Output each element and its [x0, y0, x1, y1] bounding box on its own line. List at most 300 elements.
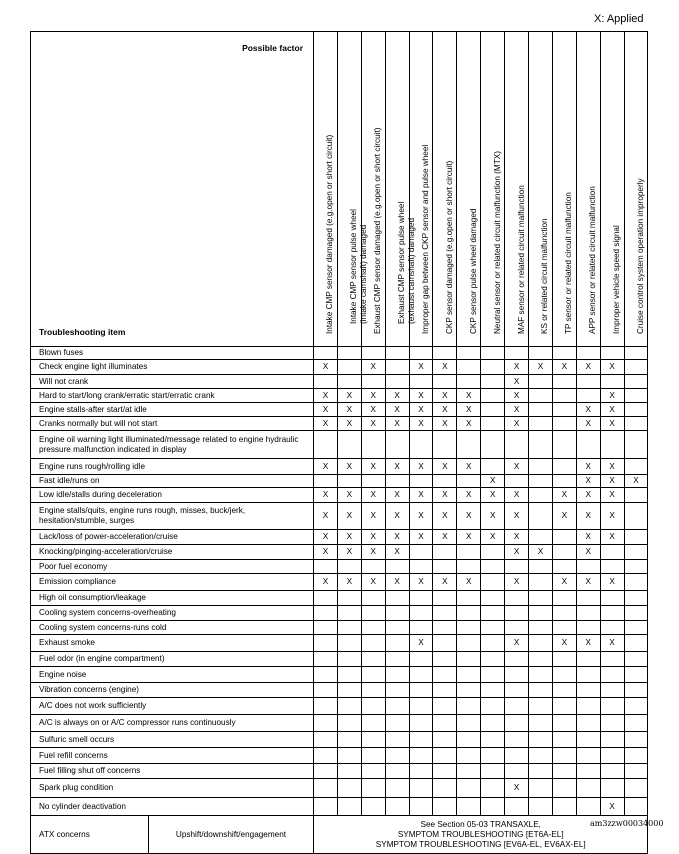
mark-cell: [361, 715, 385, 732]
symptom-label: Engine oil warning light illuminated/message related to engine hydraulic pressure malfunction indicated in display: [31, 431, 314, 459]
mark-cell: [409, 347, 433, 360]
mark-cell: X: [552, 574, 576, 591]
factor-header-cell: [409, 32, 433, 347]
mark-cell: [552, 748, 576, 764]
mark-cell: [600, 652, 624, 667]
mark-cell: [433, 545, 457, 560]
symptom-row: [31, 459, 648, 475]
mark-cell: X: [600, 459, 624, 475]
mark-cell: [361, 732, 385, 748]
symptom-label: Cooling system concerns-overheating: [31, 606, 314, 621]
mark-cell: X: [314, 360, 338, 375]
mark-cell: [457, 667, 481, 683]
factor-header-cell: [624, 32, 648, 347]
mark-cell: [552, 683, 576, 698]
mark-cell: [481, 715, 505, 732]
mark-cell: X: [409, 635, 433, 652]
mark-cell: [552, 732, 576, 748]
mark-cell: X: [409, 503, 433, 530]
factor-header-cell: [576, 32, 600, 347]
mark-cell: X: [385, 574, 409, 591]
mark-cell: X: [576, 403, 600, 417]
symptom-row: [31, 748, 648, 764]
mark-cell: [529, 683, 553, 698]
mark-cell: X: [576, 488, 600, 503]
mark-cell: [385, 715, 409, 732]
mark-cell: [624, 347, 648, 360]
mark-cell: X: [505, 503, 529, 530]
mark-cell: [361, 764, 385, 779]
mark-cell: [552, 715, 576, 732]
mark-cell: [314, 748, 338, 764]
mark-cell: [433, 560, 457, 574]
mark-cell: [552, 764, 576, 779]
factor-label: Intake CMP sensor pulse wheel (intake camshaft) damaged: [349, 209, 368, 324]
mark-cell: [552, 347, 576, 360]
mark-cell: [624, 635, 648, 652]
mark-cell: [337, 431, 361, 459]
symptom-label: Engine noise: [31, 667, 314, 683]
mark-cell: [409, 545, 433, 560]
mark-cell: [361, 779, 385, 798]
mark-cell: [576, 779, 600, 798]
mark-cell: [552, 698, 576, 715]
mark-cell: [624, 748, 648, 764]
mark-cell: [314, 560, 338, 574]
factor-label: Exhaust CMP sensor damaged (e.g.open or short circuit): [373, 127, 383, 334]
mark-cell: [457, 545, 481, 560]
mark-cell: [552, 779, 576, 798]
mark-cell: [624, 698, 648, 715]
mark-cell: [385, 360, 409, 375]
mark-cell: X: [409, 360, 433, 375]
mark-cell: [337, 591, 361, 606]
mark-cell: X: [409, 488, 433, 503]
mark-cell: X: [433, 488, 457, 503]
mark-cell: X: [433, 503, 457, 530]
mark-cell: X: [314, 389, 338, 403]
mark-cell: [481, 591, 505, 606]
mark-cell: X: [457, 459, 481, 475]
mark-cell: X: [457, 488, 481, 503]
mark-cell: [385, 764, 409, 779]
symptom-label: Engine runs rough/rolling idle: [31, 459, 314, 475]
mark-cell: [457, 779, 481, 798]
mark-cell: [576, 683, 600, 698]
mark-cell: [385, 621, 409, 635]
mark-cell: [505, 715, 529, 732]
mark-cell: [505, 475, 529, 488]
mark-cell: X: [314, 459, 338, 475]
mark-cell: [576, 591, 600, 606]
mark-cell: [481, 459, 505, 475]
atx-label: ATX concerns: [31, 816, 149, 854]
mark-cell: [600, 375, 624, 389]
mark-cell: [505, 764, 529, 779]
mark-cell: [361, 683, 385, 698]
factor-header-cell: [481, 32, 505, 347]
mark-cell: X: [337, 503, 361, 530]
mark-cell: [433, 698, 457, 715]
symptom-row: [31, 667, 648, 683]
mark-cell: [505, 798, 529, 816]
troubleshooting-matrix: [30, 31, 648, 854]
mark-cell: [457, 764, 481, 779]
mark-cell: [409, 779, 433, 798]
mark-cell: [433, 475, 457, 488]
mark-cell: [481, 635, 505, 652]
mark-cell: [505, 560, 529, 574]
symptom-row: [31, 764, 648, 779]
mark-cell: X: [385, 503, 409, 530]
mark-cell: [409, 798, 433, 816]
symptom-label: Will not crank: [31, 375, 314, 389]
mark-cell: [552, 375, 576, 389]
mark-cell: X: [385, 459, 409, 475]
mark-cell: [361, 698, 385, 715]
symptom-row: [31, 698, 648, 715]
mark-cell: X: [576, 545, 600, 560]
symptom-label: Poor fuel economy: [31, 560, 314, 574]
mark-cell: [624, 798, 648, 816]
mark-cell: X: [505, 375, 529, 389]
mark-cell: [433, 764, 457, 779]
mark-cell: [481, 403, 505, 417]
mark-cell: [385, 652, 409, 667]
mark-cell: [529, 652, 553, 667]
possible-factor-label: Possible factor: [242, 43, 303, 53]
symptom-label: A/C is always on or A/C compressor runs continuously: [31, 715, 314, 732]
mark-cell: [529, 779, 553, 798]
mark-cell: [505, 683, 529, 698]
mark-cell: [433, 715, 457, 732]
mark-cell: [433, 606, 457, 621]
symptom-label: Cranks normally but will not start: [31, 417, 314, 431]
symptom-label: Spark plug condition: [31, 779, 314, 798]
symptom-label: Fuel filling shut off concerns: [31, 764, 314, 779]
mark-cell: [433, 748, 457, 764]
mark-cell: X: [361, 530, 385, 545]
mark-cell: [433, 798, 457, 816]
factor-label: Neutral sensor or related circuit malfunction (MTX): [492, 150, 502, 334]
mark-cell: [624, 764, 648, 779]
factor-header-cell: [552, 32, 576, 347]
mark-cell: [481, 347, 505, 360]
factor-header-cell: [314, 32, 338, 347]
mark-cell: [552, 389, 576, 403]
mark-cell: X: [409, 459, 433, 475]
mark-cell: [576, 606, 600, 621]
mark-cell: [505, 606, 529, 621]
symptom-label: Sulfuric smell occurs: [31, 732, 314, 748]
mark-cell: [314, 431, 338, 459]
symptom-row: [31, 417, 648, 431]
mark-cell: [624, 360, 648, 375]
mark-cell: X: [505, 403, 529, 417]
mark-cell: [576, 389, 600, 403]
mark-cell: [314, 683, 338, 698]
mark-cell: X: [457, 403, 481, 417]
symptom-row: [31, 574, 648, 591]
symptom-label: Check engine light illuminates: [31, 360, 314, 375]
symptom-row: [31, 560, 648, 574]
mark-cell: X: [385, 488, 409, 503]
mark-cell: X: [481, 488, 505, 503]
mark-cell: [361, 560, 385, 574]
mark-cell: [624, 503, 648, 530]
mark-cell: X: [505, 360, 529, 375]
mark-cell: [337, 748, 361, 764]
figure-code: am3zzw00034000: [590, 819, 664, 828]
atx-sub-label: Upshift/downshift/engagement: [149, 816, 314, 854]
mark-cell: [529, 606, 553, 621]
mark-cell: X: [576, 530, 600, 545]
mark-cell: [600, 732, 624, 748]
mark-cell: [529, 488, 553, 503]
mark-cell: X: [505, 545, 529, 560]
mark-cell: [481, 798, 505, 816]
mark-cell: X: [385, 417, 409, 431]
mark-cell: [552, 530, 576, 545]
mark-cell: [314, 779, 338, 798]
mark-cell: [409, 591, 433, 606]
mark-cell: X: [361, 417, 385, 431]
mark-cell: X: [314, 574, 338, 591]
mark-cell: X: [600, 488, 624, 503]
mark-cell: [314, 635, 338, 652]
mark-cell: [576, 560, 600, 574]
mark-cell: [457, 360, 481, 375]
mark-cell: [314, 667, 338, 683]
mark-cell: [385, 475, 409, 488]
mark-cell: [505, 667, 529, 683]
symptom-row: [31, 732, 648, 748]
mark-cell: [624, 403, 648, 417]
symptom-row: [31, 652, 648, 667]
mark-cell: [337, 375, 361, 389]
symptom-row: [31, 360, 648, 375]
mark-cell: X: [505, 779, 529, 798]
mark-cell: [457, 798, 481, 816]
mark-cell: [457, 683, 481, 698]
mark-cell: [409, 621, 433, 635]
mark-cell: [600, 715, 624, 732]
mark-cell: [481, 431, 505, 459]
mark-cell: [409, 764, 433, 779]
mark-cell: [385, 375, 409, 389]
mark-cell: X: [576, 417, 600, 431]
mark-cell: [529, 459, 553, 475]
mark-cell: X: [600, 403, 624, 417]
mark-cell: [337, 475, 361, 488]
mark-cell: [385, 667, 409, 683]
mark-cell: [576, 748, 600, 764]
mark-cell: [409, 667, 433, 683]
mark-cell: [529, 530, 553, 545]
mark-cell: [552, 560, 576, 574]
mark-cell: [529, 560, 553, 574]
mark-cell: [457, 606, 481, 621]
mark-cell: [624, 375, 648, 389]
mark-cell: [529, 698, 553, 715]
mark-cell: [505, 732, 529, 748]
factor-label: Cruise control system operation improperly: [636, 177, 646, 334]
mark-cell: X: [505, 574, 529, 591]
mark-cell: [600, 698, 624, 715]
mark-cell: [385, 698, 409, 715]
mark-cell: [385, 560, 409, 574]
symptom-row: [31, 635, 648, 652]
mark-cell: X: [457, 574, 481, 591]
mark-cell: X: [433, 530, 457, 545]
mark-cell: X: [505, 635, 529, 652]
mark-cell: X: [600, 798, 624, 816]
mark-cell: X: [337, 488, 361, 503]
mark-cell: X: [409, 530, 433, 545]
symptom-label: Emission compliance: [31, 574, 314, 591]
symptom-row: [31, 475, 648, 488]
mark-cell: X: [433, 417, 457, 431]
mark-cell: [433, 621, 457, 635]
mark-cell: [337, 635, 361, 652]
symptom-label: Fuel refill concerns: [31, 748, 314, 764]
mark-cell: [385, 606, 409, 621]
troubleshooting-item-label: Troubleshooting item: [39, 327, 126, 337]
mark-cell: [457, 698, 481, 715]
mark-cell: [529, 417, 553, 431]
mark-cell: [624, 621, 648, 635]
mark-cell: [409, 652, 433, 667]
mark-cell: [433, 635, 457, 652]
mark-cell: [529, 574, 553, 591]
mark-cell: X: [481, 475, 505, 488]
symptom-row: [31, 715, 648, 732]
symptom-label: Knocking/pinging-acceleration/cruise: [31, 545, 314, 560]
mark-cell: [361, 591, 385, 606]
mark-cell: X: [314, 417, 338, 431]
mark-cell: [552, 431, 576, 459]
mark-cell: X: [457, 417, 481, 431]
mark-cell: X: [361, 574, 385, 591]
mark-cell: X: [385, 530, 409, 545]
mark-cell: [576, 715, 600, 732]
mark-cell: X: [600, 360, 624, 375]
mark-cell: [552, 403, 576, 417]
symptom-label: Lack/loss of power-acceleration/cruise: [31, 530, 314, 545]
mark-cell: X: [361, 488, 385, 503]
mark-cell: [624, 779, 648, 798]
mark-cell: X: [361, 360, 385, 375]
mark-cell: [337, 347, 361, 360]
factor-header-cell: [433, 32, 457, 347]
mark-cell: [552, 621, 576, 635]
mark-cell: [314, 591, 338, 606]
mark-cell: [624, 389, 648, 403]
mark-cell: [624, 667, 648, 683]
mark-cell: [385, 591, 409, 606]
mark-cell: [337, 360, 361, 375]
mark-cell: [624, 488, 648, 503]
mark-cell: [409, 698, 433, 715]
factor-header-cell: [529, 32, 553, 347]
mark-cell: X: [361, 459, 385, 475]
mark-cell: [433, 732, 457, 748]
mark-cell: [481, 606, 505, 621]
mark-cell: [481, 360, 505, 375]
mark-cell: X: [505, 389, 529, 403]
mark-cell: [457, 635, 481, 652]
mark-cell: [385, 347, 409, 360]
symptom-row: [31, 683, 648, 698]
factor-header-cell: [337, 32, 368, 347]
header-corner-cell: [31, 32, 314, 347]
mark-cell: [552, 475, 576, 488]
mark-cell: [361, 621, 385, 635]
mark-cell: [409, 748, 433, 764]
mark-cell: [576, 698, 600, 715]
mark-cell: [361, 375, 385, 389]
mark-cell: [361, 606, 385, 621]
mark-cell: [409, 431, 433, 459]
mark-cell: [481, 652, 505, 667]
mark-cell: [529, 375, 553, 389]
symptom-label: Fuel odor (in engine compartment): [31, 652, 314, 667]
mark-cell: [529, 431, 553, 459]
symptom-row: [31, 530, 648, 545]
mark-cell: X: [624, 475, 648, 488]
mark-cell: [624, 530, 648, 545]
mark-cell: [409, 375, 433, 389]
mark-cell: [505, 621, 529, 635]
symptom-row: [31, 375, 648, 389]
mark-cell: X: [361, 545, 385, 560]
symptom-label: High oil consumption/leakage: [31, 591, 314, 606]
mark-cell: [576, 621, 600, 635]
mark-cell: [600, 606, 624, 621]
mark-cell: X: [457, 530, 481, 545]
mark-cell: [481, 375, 505, 389]
mark-cell: [552, 667, 576, 683]
mark-cell: [624, 459, 648, 475]
mark-cell: [624, 606, 648, 621]
mark-cell: [457, 732, 481, 748]
symptom-row: [31, 503, 648, 530]
mark-cell: X: [600, 389, 624, 403]
mark-cell: X: [481, 503, 505, 530]
mark-cell: [624, 715, 648, 732]
mark-cell: [505, 652, 529, 667]
mark-cell: [505, 748, 529, 764]
mark-cell: X: [433, 403, 457, 417]
mark-cell: [409, 732, 433, 748]
mark-cell: [552, 545, 576, 560]
mark-cell: [529, 715, 553, 732]
mark-cell: [433, 667, 457, 683]
factor-label: APP sensor or related circuit malfunction: [588, 185, 598, 334]
mark-cell: [552, 798, 576, 816]
mark-cell: [433, 375, 457, 389]
mark-cell: X: [576, 475, 600, 488]
mark-cell: X: [314, 488, 338, 503]
header-row: [31, 32, 648, 347]
symptom-label: A/C does not work sufficiently: [31, 698, 314, 715]
mark-cell: [505, 347, 529, 360]
mark-cell: X: [505, 417, 529, 431]
mark-cell: X: [576, 503, 600, 530]
mark-cell: [314, 652, 338, 667]
mark-cell: [433, 347, 457, 360]
mark-cell: X: [409, 574, 433, 591]
